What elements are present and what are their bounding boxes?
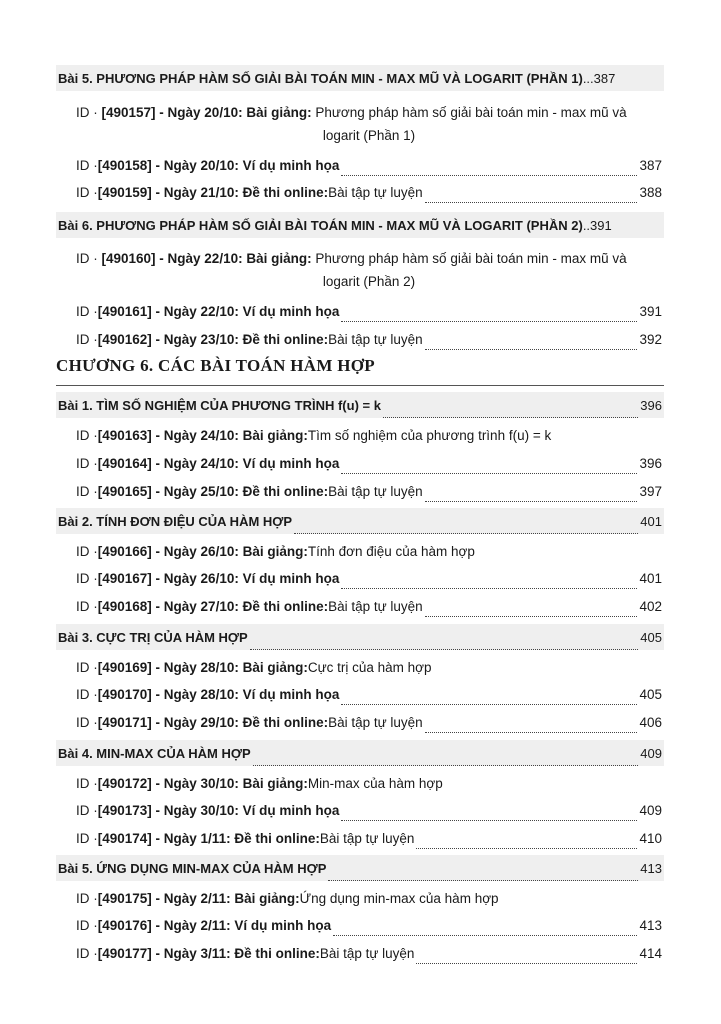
page-number: 397 — [639, 483, 662, 499]
leader-dots — [425, 497, 638, 502]
toc-entry[interactable] — [76, 942, 662, 964]
entry-description: Tính đơn điệu của hàm hợp — [307, 543, 475, 559]
leader-dots — [425, 728, 638, 733]
leader-dots — [416, 959, 637, 964]
id-prefix: ID · — [76, 331, 98, 347]
leader-dots — [294, 529, 638, 534]
entry-code: [490166] - Ngày 26/10: Bài giảng: — [97, 543, 308, 559]
entry-code: [490176] - Ngày 2/11: Ví dụ minh họa — [97, 917, 332, 933]
entry-code: [490158] - Ngày 20/10: Ví dụ minh họa — [97, 157, 340, 173]
id-prefix: ID · — [76, 184, 98, 200]
entry-description: Bài tập tự luyện — [319, 830, 415, 846]
id-prefix: ID · — [76, 251, 102, 266]
leader-dots — [341, 816, 637, 821]
entry-description-continued: logarit (Phần 2) — [322, 274, 416, 289]
entry-description: Bài tập tự luyện — [328, 184, 423, 200]
toc-entry[interactable] — [76, 683, 662, 705]
lesson-title: Bài 3. CỰC TRỊ CỦA HÀM HỢP — [58, 629, 248, 645]
lesson-heading[interactable] — [56, 212, 664, 238]
entry-code: [490157] - Ngày 20/10: Bài giảng: — [101, 105, 312, 120]
id-prefix: ID · — [76, 775, 98, 791]
page-number: 405 — [640, 629, 662, 645]
leader-dots — [333, 931, 637, 936]
entry-description: Bài tập tự luyện — [328, 483, 423, 499]
entry-code: [490168] - Ngày 27/10: Đề thi online: — [97, 598, 329, 614]
entry-code: [490161] - Ngày 22/10: Ví dụ minh họa — [97, 303, 340, 319]
entry-code: [490177] - Ngày 3/11: Đề thi online: — [97, 945, 320, 961]
id-prefix: ID · — [76, 714, 98, 730]
chapter-divider — [56, 385, 664, 386]
id-prefix: ID · — [76, 455, 98, 471]
entry-code: [490167] - Ngày 26/10: Ví dụ minh họa — [97, 570, 340, 586]
entry-code: [490160] - Ngày 22/10: Bài giảng: — [101, 251, 312, 266]
lesson-title: Bài 5. PHƯƠNG PHÁP HÀM SỐ GIẢI BÀI TOÁN MIN - MAX MŨ VÀ LOGARIT (PHẦN 1) — [58, 70, 583, 86]
leader-dots — [253, 761, 639, 766]
id-prefix: ID · — [76, 105, 102, 120]
id-prefix: ID · — [76, 917, 98, 933]
toc-entry[interactable] — [76, 887, 662, 909]
entry-code: [490175] - Ngày 2/11: Bài giảng: — [97, 890, 300, 906]
toc-entry[interactable] — [76, 480, 662, 502]
toc-entry[interactable] — [76, 540, 662, 562]
entry-description: Min-max của hàm hợp — [307, 775, 443, 791]
page-number: 414 — [639, 945, 662, 961]
leader-dots — [341, 171, 637, 176]
id-prefix: ID · — [76, 483, 98, 499]
page-number: 396 — [639, 455, 662, 471]
lesson-title: Bài 2. TÍNH ĐƠN ĐIỆU CỦA HÀM HỢP — [58, 513, 293, 529]
page-number: 406 — [639, 714, 662, 730]
id-prefix: ID · — [76, 543, 98, 559]
entry-code: [490169] - Ngày 28/10: Bài giảng: — [97, 659, 308, 675]
leader-dots — [383, 413, 638, 418]
page-number: 410 — [639, 830, 662, 846]
page-number: 402 — [639, 598, 662, 614]
entry-description: Bài tập tự luyện — [328, 714, 423, 730]
leader-dots — [416, 844, 637, 849]
toc-entry[interactable] — [76, 799, 662, 821]
id-prefix: ID · — [76, 157, 98, 173]
page-number: 413 — [639, 917, 662, 933]
leader-dots — [425, 345, 638, 350]
entry-description: Bài tập tự luyện — [328, 598, 423, 614]
entry-description: Bài tập tự luyện — [319, 945, 415, 961]
leader-dots — [250, 645, 639, 650]
leader-dots — [341, 700, 637, 705]
page-number: 413 — [640, 860, 662, 876]
lesson-heading[interactable] — [56, 392, 664, 418]
entry-description: Bài tập tự luyện — [328, 331, 423, 347]
leader-dots: .. — [582, 217, 591, 233]
lesson-title: Bài 4. MIN-MAX CỦA HÀM HỢP — [58, 745, 251, 761]
page-number: 391 — [590, 217, 612, 233]
toc-entry[interactable] — [76, 595, 662, 617]
id-prefix: ID · — [76, 686, 98, 702]
id-prefix: ID · — [76, 303, 98, 319]
entry-code: [490172] - Ngày 30/10: Bài giảng: — [97, 775, 308, 791]
toc-entry[interactable] — [76, 452, 662, 474]
entry-code: [490164] - Ngày 24/10: Ví dụ minh họa — [97, 455, 340, 471]
page-number: 405 — [639, 686, 662, 702]
leader-dots — [341, 584, 637, 589]
page-number: 409 — [639, 802, 662, 818]
entry-description: Phương pháp hàm số giải bài toán min - max mũ và — [311, 105, 627, 120]
page-number: 401 — [640, 513, 662, 529]
id-prefix: ID · — [76, 890, 98, 906]
toc-entry[interactable] — [76, 300, 662, 322]
page-number: 388 — [639, 184, 662, 200]
entry-code: [490171] - Ngày 29/10: Đề thi online: — [97, 714, 329, 730]
page-number: 409 — [640, 745, 662, 761]
lesson-title: Bài 6. PHƯƠNG PHÁP HÀM SỐ GIẢI BÀI TOÁN MIN - MAX MŨ VÀ LOGARIT (PHẦN 2) — [58, 217, 583, 233]
toc-entry[interactable] — [76, 827, 662, 849]
lesson-title: Bài 1. TÌM SỐ NGHIỆM CỦA PHƯƠNG TRÌNH f(u) = k — [58, 397, 381, 413]
toc-entry[interactable] — [76, 247, 662, 293]
id-prefix: ID · — [76, 802, 98, 818]
id-prefix: ID · — [76, 659, 98, 675]
entry-code: [490165] - Ngày 25/10: Đề thi online: — [97, 483, 329, 499]
leader-dots — [328, 876, 638, 881]
toc-entry[interactable] — [76, 772, 662, 794]
leader-dots — [341, 469, 637, 474]
leader-dots — [425, 198, 638, 203]
lesson-heading[interactable] — [56, 740, 664, 766]
lesson-heading[interactable] — [56, 65, 664, 91]
toc-entry[interactable] — [76, 154, 662, 176]
id-prefix: ID · — [76, 830, 98, 846]
entry-code: [490162] - Ngày 23/10: Đề thi online: — [97, 331, 329, 347]
entry-description: Cực trị của hàm hợp — [307, 659, 432, 675]
page-number: 387 — [593, 70, 616, 86]
entry-code: [490173] - Ngày 30/10: Ví dụ minh họa — [97, 802, 340, 818]
id-prefix: ID · — [76, 598, 98, 614]
page-number: 387 — [639, 157, 662, 173]
leader-dots — [341, 317, 637, 322]
entry-code: [490163] - Ngày 24/10: Bài giảng: — [97, 427, 308, 443]
toc-entry[interactable] — [76, 328, 662, 350]
id-prefix: ID · — [76, 570, 98, 586]
page-number: 391 — [639, 303, 662, 319]
entry-code: [490159] - Ngày 21/10: Đề thi online: — [97, 184, 329, 200]
toc-entry[interactable] — [76, 101, 662, 147]
entry-description: Ứng dụng min-max của hàm hợp — [299, 890, 499, 906]
toc-entry[interactable] — [76, 656, 662, 678]
id-prefix: ID · — [76, 427, 98, 443]
lesson-heading[interactable] — [56, 855, 664, 881]
toc-entry[interactable] — [76, 567, 662, 589]
chapter-title[interactable]: CHƯƠNG 6. CÁC BÀI TOÁN HÀM HỢP — [56, 356, 375, 375]
entry-description: Tìm số nghiệm của phương trình f(u) = k — [307, 427, 552, 443]
toc-entry[interactable] — [76, 914, 662, 936]
page-number: 401 — [639, 570, 662, 586]
entry-description: Phương pháp hàm số giải bài toán min - max mũ và — [311, 251, 627, 266]
lesson-heading[interactable] — [56, 508, 664, 534]
entry-code: [490170] - Ngày 28/10: Ví dụ minh họa — [97, 686, 340, 702]
lesson-heading[interactable] — [56, 624, 664, 650]
page-number: 396 — [640, 397, 662, 413]
lesson-title: Bài 5. ỨNG DỤNG MIN-MAX CỦA HÀM HỢP — [58, 860, 327, 876]
entry-code: [490174] - Ngày 1/11: Đề thi online: — [97, 830, 320, 846]
toc-entry[interactable] — [76, 424, 662, 446]
toc-entry[interactable] — [76, 181, 662, 203]
page-number: 392 — [639, 331, 662, 347]
toc-entry[interactable] — [76, 711, 662, 733]
leader-dots — [425, 612, 638, 617]
entry-description-continued: logarit (Phần 1) — [322, 128, 416, 143]
leader-dots: ... — [582, 70, 594, 86]
id-prefix: ID · — [76, 945, 98, 961]
